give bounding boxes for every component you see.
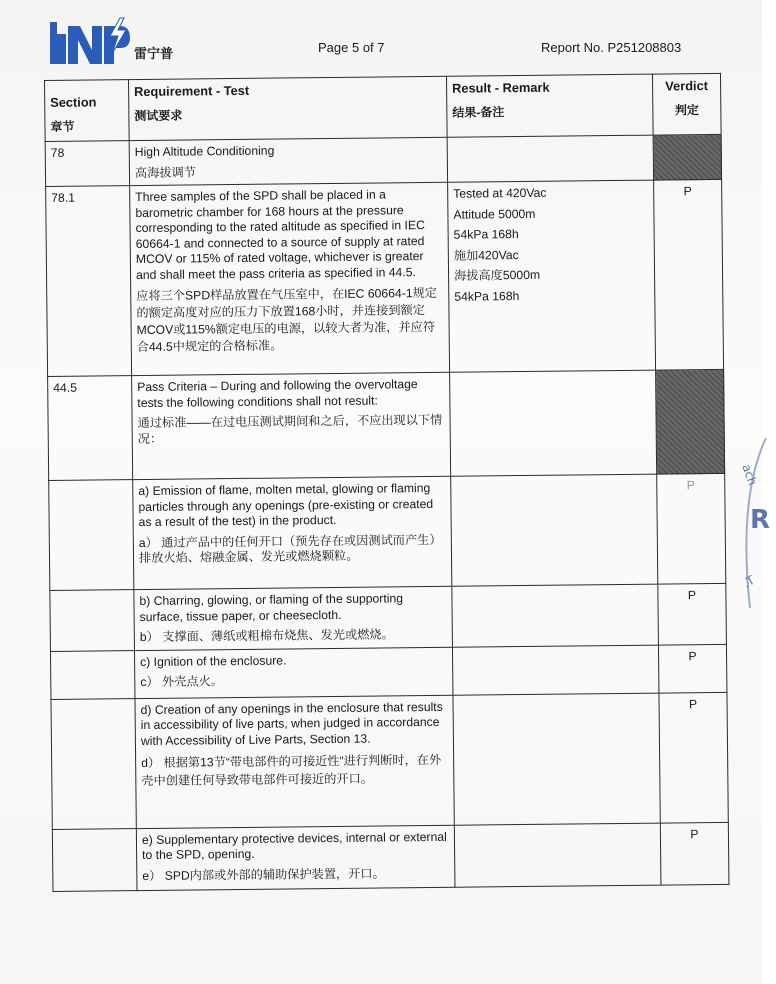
- table-row: [48, 369, 725, 480]
- section-cell: 78.1: [46, 186, 132, 377]
- table-row: [50, 583, 727, 651]
- table-row: [45, 134, 721, 186]
- result-line: 海拔高度5000m: [453, 267, 541, 283]
- table-row: [50, 644, 726, 699]
- table-row: [52, 822, 729, 891]
- result-line: 54kPa 168h: [453, 227, 519, 242]
- requirement-cell: [130, 182, 450, 375]
- requirement-cell: [134, 647, 452, 698]
- section-cell: 44.5: [48, 376, 133, 481]
- requirement-zh: 通过标准——在过电压测试期间和之后，不应出现以下情况：: [137, 412, 443, 446]
- section-cell: [52, 828, 137, 891]
- header-verdict: [652, 73, 721, 135]
- header-section-en: Section: [50, 94, 97, 110]
- requirement-zh: e） SPD内部或外部的辅助保护装置，开口。: [142, 865, 385, 883]
- result-cell: [447, 135, 653, 182]
- svg-text:ach: ach: [739, 462, 760, 488]
- page-number: Page 5 of 7: [318, 40, 385, 55]
- verdict-cell: P: [658, 644, 726, 693]
- section-cell: [51, 698, 136, 829]
- requirement-zh: a） 通过产品中的任何开口（预先存在或因测试而产生）排放火焰、熔融金属、发光或燃烧颗粒。: [138, 532, 442, 566]
- requirement-cell: [133, 476, 452, 589]
- header-requirement-zh: 测试要求: [134, 108, 183, 123]
- result-cell: [450, 370, 657, 476]
- header-verdict-en: Verdict: [665, 78, 709, 94]
- result-cell: [452, 584, 659, 647]
- section-cell: 78: [45, 141, 129, 187]
- header-result-zh: 结果-备注: [452, 104, 505, 120]
- verdict-cell: P: [660, 822, 729, 885]
- result-line: 54kPa 168h: [454, 288, 520, 304]
- report-number: Report No. P251208803: [541, 40, 682, 55]
- verdict-cell: P: [659, 692, 728, 823]
- verdict-cell: P: [657, 473, 726, 584]
- result-cell: [452, 645, 658, 695]
- svg-text:.T: .T: [740, 572, 758, 591]
- seal-stamp: [736, 438, 776, 608]
- requirement-zh: 应将三个SPD样品放置在气压室中，在IEC 60664-1规定的额定高度对应的压力下放置168小时，并连接到额定MCOV或115%额定电压的电源，以较大者为准，并应符合44.5中规定的合格标准。: [136, 285, 438, 355]
- logo-text: 雷宁普: [134, 47, 174, 62]
- requirement-en: d) Creation of any openings in the enclosure that results in accessibility of live parts, when judged in accordance with Accessibility of Live Parts, Section 13.: [140, 699, 443, 748]
- section-cell: [49, 480, 134, 591]
- requirement-zh: c） 外壳点火。: [140, 674, 223, 690]
- svg-text:R: R: [750, 505, 771, 535]
- verdict-cell-shaded: [656, 369, 725, 474]
- requirement-en: e) Supplementary protective devices, internal or external to the SPD, opening.: [141, 829, 447, 863]
- verdict-cell-shaded: [653, 134, 721, 180]
- requirement-cell: [135, 695, 454, 828]
- header-section: [45, 80, 130, 142]
- requirement-cell: [136, 825, 455, 890]
- section-cell: [50, 590, 135, 651]
- result-line: 施加420Vac: [453, 247, 519, 263]
- verdict-cell: P: [654, 179, 724, 370]
- header-requirement-en: Requirement - Test: [134, 82, 250, 100]
- table-header-row: [45, 73, 722, 141]
- requirements-table: [44, 73, 728, 888]
- requirement-cell: [129, 137, 447, 185]
- requirement-zh: d） 根据第13节“带电部件的可接近性”进行判断时，在外壳中创建任何导致带电部件可接近的开口。: [141, 752, 442, 789]
- requirement-en: a) Emission of flame, molten metal, glowing or flaming particles through any openings (pre-existing or created as a result of the test) in the product.: [138, 480, 434, 530]
- header-section-zh: 章节: [50, 119, 75, 134]
- table-row: [51, 692, 728, 829]
- table-row: [49, 473, 726, 590]
- requirement-zh: b） 支撑面、薄纸或粗棉布烧焦、发光或燃烧。: [139, 627, 394, 645]
- result-line: Tested at 420Vac: [453, 185, 547, 201]
- company-logo: [50, 14, 174, 66]
- table-row: [46, 179, 724, 376]
- header-result: [446, 74, 653, 137]
- result-cell: [453, 693, 660, 825]
- result-cell: [448, 180, 656, 372]
- requirement-en: c) Ignition of the enclosure.: [140, 652, 287, 669]
- section-cell: [50, 650, 134, 699]
- header-requirement: [129, 76, 448, 140]
- requirement-cell: [132, 372, 451, 479]
- header-result-en: Result - Remark: [452, 79, 550, 96]
- requirement-en: High Altitude Conditioning: [134, 143, 275, 160]
- result-cell: [451, 474, 658, 586]
- header-verdict-zh: 判定: [674, 102, 699, 117]
- requirement-cell: [134, 586, 453, 650]
- requirement-en: b) Charring, glowing, or flaming of the supporting surface, tissue paper, or cheesecloth.: [139, 591, 404, 624]
- requirement-en: Three samples of the SPD shall be placed in a barometric chamber for 168 hours at the pressure corresponding to the rated altitude as specified in IEC 60664-1 and connected to a source of supply at rated MCOV or 115% of rated voltage, whichever is greater and shall meet the pass criteria as specified in 44.5.: [135, 187, 425, 282]
- verdict-cell: P: [658, 583, 727, 644]
- result-cell: [454, 823, 661, 887]
- requirement-en: Pass Criteria – During and following the overvoltage tests the following conditions shall not result:: [137, 377, 418, 410]
- requirement-zh: 高海拔调节: [134, 164, 196, 180]
- result-line: Attitude 5000m: [453, 206, 536, 222]
